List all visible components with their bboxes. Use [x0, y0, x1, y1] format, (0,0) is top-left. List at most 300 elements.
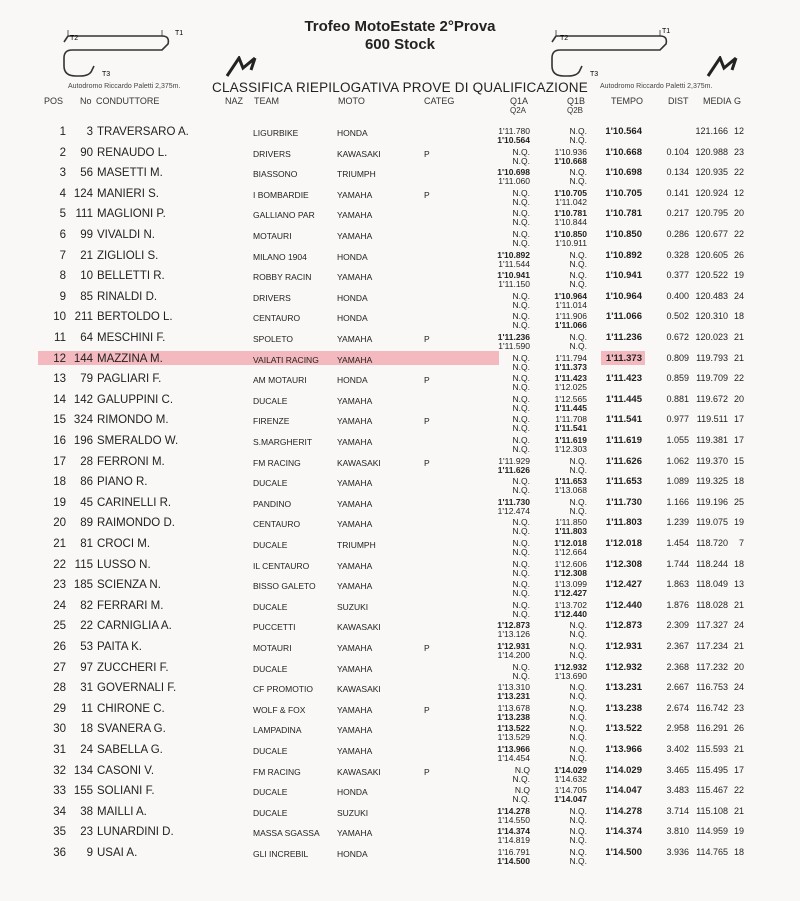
cell-dist: 2.367 — [666, 641, 689, 651]
cell-team: FIRENZE — [253, 416, 290, 427]
table-row — [0, 147, 800, 167]
cell-pos: 28 — [53, 682, 66, 695]
cell-q2a: 1'13.231 — [497, 691, 530, 702]
cell-q2b: N.Q. — [569, 629, 587, 640]
cell-q2a: N.Q. — [512, 794, 530, 805]
cell-tempo: 1'11.626 — [605, 455, 642, 467]
cell-moto: YAMAHA — [337, 437, 373, 447]
cell-media: 120.605 — [695, 249, 728, 260]
cell-dist: 3.465 — [666, 764, 689, 775]
table-row — [0, 456, 800, 476]
table-row — [0, 806, 800, 826]
cell-name: LUSSO N. — [97, 558, 151, 571]
cell-media: 118.028 — [696, 599, 728, 610]
col-q2b: Q2B — [567, 106, 584, 115]
table-row — [0, 250, 800, 270]
cell-tempo: 1'12.427 — [605, 579, 642, 591]
cell-media: 115.593 — [696, 744, 728, 754]
cell-no: 56 — [80, 167, 93, 180]
cell-q1a: N.Q. — [512, 311, 530, 322]
cell-q2b: N.Q. — [569, 464, 587, 475]
cell-q2b: 1'12.427 — [554, 588, 587, 599]
cell-moto: KAWASAKI — [337, 457, 381, 468]
cell-tempo: 1'14.500 — [605, 847, 642, 858]
cell-name: MANIERI S. — [97, 187, 159, 200]
cell-q2b: 1'12.664 — [554, 547, 587, 557]
cell-q2b: 1'10.844 — [554, 217, 587, 228]
table-row — [0, 744, 800, 764]
cell-media: 114.959 — [696, 826, 728, 837]
cell-moto: HONDA — [337, 787, 368, 798]
cell-q2b: N.Q. — [569, 650, 587, 660]
cell-media: 119.370 — [696, 455, 728, 466]
cell-g: 21 — [733, 332, 744, 342]
cell-moto: SUZUKI — [337, 601, 369, 612]
cell-tempo: 1'12.931 — [605, 641, 642, 652]
cell-q1b: 1'11.708 — [555, 414, 587, 425]
cell-dist: 1.062 — [666, 455, 689, 466]
cell-q1a: N.Q — [514, 764, 530, 775]
table-row — [0, 353, 800, 373]
cell-g: 24 — [733, 620, 744, 631]
doc-class: 600 Stock — [364, 36, 436, 53]
cell-q1a: N.Q. — [512, 538, 530, 548]
track-map-left — [50, 26, 200, 88]
svg-text:T3: T3 — [102, 71, 111, 78]
cell-pos: 30 — [53, 723, 66, 736]
cell-q1a: 1'13.966 — [497, 744, 530, 754]
table-row — [0, 682, 800, 702]
cell-moto: YAMAHA — [337, 416, 373, 427]
cell-q2b: 1'11.445 — [554, 402, 587, 413]
cell-q2a: 1'14.819 — [497, 835, 530, 846]
cell-q2b: N.Q. — [569, 341, 587, 351]
cell-q2a: 1'14.500 — [497, 856, 530, 866]
cell-pos: 9 — [59, 290, 66, 303]
cell-cat: P — [424, 189, 430, 200]
cell-q1b: N.Q. — [569, 249, 587, 260]
cell-tempo: 1'14.374 — [605, 826, 642, 838]
cell-q2b: 1'12.025 — [554, 382, 587, 393]
table-row — [0, 826, 800, 846]
cell-tempo: 1'11.373 — [605, 352, 642, 364]
cell-name: LUNARDINI D. — [97, 826, 174, 839]
cell-team: MILANO 1904 — [253, 251, 307, 262]
col-q1b: Q1B — [567, 96, 586, 106]
cell-g: 26 — [733, 723, 744, 734]
cell-pos: 16 — [53, 435, 66, 447]
cell-dist: 1.744 — [666, 558, 689, 569]
cell-q2b: 1'11.066 — [554, 320, 587, 331]
cell-q2b: 1'11.373 — [554, 361, 587, 372]
cell-q1b: 1'11.850 — [555, 517, 587, 528]
cell-moto: YAMAHA — [337, 519, 373, 530]
doc-title: Trofeo MotoEstate 2°Prova — [304, 18, 496, 35]
cell-q2a: N.Q. — [512, 423, 530, 434]
cell-no: 79 — [80, 373, 93, 386]
cell-q1a: N.Q. — [512, 661, 530, 672]
cell-q2a: 1'11.626 — [497, 464, 530, 475]
cell-media: 120.522 — [695, 270, 728, 281]
cell-dist: 0.328 — [666, 249, 689, 260]
cell-q1a: N.Q. — [512, 599, 530, 610]
cell-g: 24 — [733, 682, 744, 693]
cell-pos: 6 — [59, 229, 66, 241]
cell-q1b: N.Q. — [569, 270, 587, 281]
col-tempo: TEMPO — [611, 96, 644, 106]
cell-team: LAMPADINA — [253, 725, 302, 736]
cell-no: 10 — [80, 270, 93, 283]
cell-g: 23 — [733, 146, 744, 157]
cell-tempo: 1'10.964 — [605, 290, 642, 302]
cell-q1a: N.Q. — [512, 414, 530, 425]
cell-no: 99 — [80, 229, 93, 241]
cell-q2a: N.Q. — [512, 382, 530, 393]
cell-pos: 21 — [53, 538, 66, 550]
cell-no: 45 — [80, 496, 93, 509]
cell-pos: 7 — [59, 249, 66, 262]
cell-q2a: 1'11.544 — [498, 258, 530, 269]
cell-dist: 3.936 — [666, 847, 689, 857]
cell-media: 118.720 — [696, 538, 728, 548]
cell-name: MASETTI M. — [97, 167, 163, 180]
cell-dist: 1.089 — [666, 476, 689, 487]
cell-g: 12 — [733, 126, 744, 136]
cell-q1b: 1'11.906 — [555, 311, 587, 322]
cell-team: MOTAURI — [253, 231, 292, 241]
cell-q1b: N.Q. — [569, 641, 587, 651]
cell-q1b: 1'10.936 — [554, 146, 587, 157]
cell-media: 115.495 — [696, 764, 728, 775]
table-row — [0, 414, 800, 434]
cell-no: 21 — [80, 249, 93, 262]
cell-g: 18 — [733, 311, 744, 322]
cell-no: 86 — [80, 476, 93, 489]
cell-moto: HONDA — [337, 375, 368, 386]
cell-q1a: 1'10.698 — [497, 167, 530, 178]
circuit-caption-right: Autodromo Riccardo Paletti 2,375m. — [600, 83, 713, 90]
cell-pos: 20 — [53, 517, 66, 530]
table-row — [0, 208, 800, 228]
table-row — [0, 538, 800, 558]
cell-q2b: 1'11.541 — [554, 423, 587, 434]
cell-name: CHIRONE C. — [97, 702, 165, 715]
cell-q2a: 1'11.150 — [498, 279, 530, 290]
cell-q2b: 1'13.068 — [554, 485, 587, 496]
cell-name: GOVERNALI F. — [97, 682, 177, 695]
cell-media: 120.935 — [695, 167, 728, 178]
cell-tempo: 1'10.941 — [605, 270, 642, 282]
cell-tempo: 1'10.668 — [605, 146, 642, 158]
cell-moto: HONDA — [337, 128, 368, 138]
cell-g: 20 — [733, 208, 744, 219]
cell-moto: YAMAHA — [337, 498, 373, 509]
cell-dist: 1.876 — [666, 599, 689, 610]
cell-dist: 2.309 — [666, 620, 689, 631]
cell-team: VAILATI RACING — [253, 354, 319, 365]
cell-q1b: N.Q. — [569, 332, 587, 342]
cell-cat: P — [424, 457, 430, 468]
cell-no: 124 — [73, 187, 93, 200]
cell-q1a: N.Q. — [512, 393, 530, 404]
cell-media: 118.049 — [696, 579, 728, 590]
cell-team: CENTAURO — [253, 313, 301, 324]
cell-media: 119.381 — [696, 435, 728, 445]
cell-q1b: 1'12.606 — [554, 558, 587, 569]
cell-name: BELLETTI R. — [97, 270, 165, 283]
cell-moto: YAMAHA — [337, 560, 373, 571]
cell-q2b: 1'12.440 — [554, 608, 587, 619]
cell-media: 120.483 — [695, 290, 728, 301]
cell-media: 119.325 — [696, 476, 728, 487]
cell-g: 12 — [733, 187, 744, 198]
cell-name: SVANERA G. — [97, 723, 166, 736]
cell-q1b: 1'10.781 — [554, 208, 587, 219]
cell-q1a: 1'11.929 — [498, 455, 530, 466]
cell-q2a: N.Q. — [512, 567, 530, 578]
cell-team: WOLF & FOX — [253, 704, 306, 715]
cell-name: CARNIGLIA A. — [97, 620, 172, 633]
cell-dist: 2.958 — [666, 723, 689, 734]
col-moto: MOTO — [338, 96, 365, 106]
cell-q1b: N.Q. — [569, 496, 587, 507]
cell-q2b: N.Q. — [569, 711, 587, 722]
cell-q1b: 1'12.932 — [554, 661, 587, 672]
cell-team: PANDINO — [253, 498, 292, 509]
cell-dist: 0.217 — [666, 208, 689, 219]
cell-q2b: N.Q. — [569, 732, 587, 743]
table-row — [0, 332, 800, 352]
cell-moto: YAMAHA — [337, 828, 373, 839]
cell-pos: 8 — [59, 270, 66, 283]
cell-g: 13 — [733, 579, 744, 590]
cell-q2b: 1'13.690 — [554, 670, 587, 681]
cell-q1b: N.Q. — [569, 805, 587, 816]
cell-media: 120.795 — [695, 208, 728, 219]
track-map-icon — [538, 26, 698, 88]
cell-pos: 29 — [53, 702, 66, 715]
cell-pos: 5 — [59, 208, 66, 221]
cell-pos: 1 — [59, 126, 66, 138]
cell-pos: 4 — [59, 187, 66, 200]
cell-name: CARINELLI R. — [97, 496, 172, 509]
cell-pos: 19 — [53, 496, 66, 509]
col-q2a: Q2A — [510, 106, 527, 115]
cell-media: 120.023 — [695, 332, 728, 342]
cell-q1b: 1'14.705 — [554, 785, 587, 796]
cell-q2a: N.Q. — [512, 608, 530, 619]
cell-q2a: 1'14.454 — [497, 753, 530, 763]
cell-q1a: N.Q. — [512, 208, 530, 219]
cell-name: RINALDI D. — [97, 290, 158, 303]
cell-dist: 0.672 — [666, 332, 689, 342]
table-row — [0, 311, 800, 331]
cell-no: 134 — [73, 764, 93, 777]
cell-tempo: 1'11.423 — [605, 373, 642, 385]
cell-moto: SUZUKI — [337, 807, 369, 818]
cell-team: BIASSONO — [253, 169, 298, 180]
table-row — [0, 559, 800, 579]
cell-dist: 0.859 — [666, 373, 689, 384]
cell-q1a: N.Q. — [512, 146, 530, 157]
cell-team: DUCALE — [253, 601, 288, 612]
cell-tempo: 1'12.308 — [605, 558, 642, 570]
cell-pos: 22 — [53, 558, 66, 571]
cell-dist: 0.881 — [666, 393, 689, 404]
cell-q1a: 1'11.236 — [497, 332, 530, 342]
cell-g: 18 — [733, 558, 744, 569]
cell-q2a: N.Q. — [512, 238, 530, 248]
cell-media: 119.075 — [696, 517, 728, 528]
cell-q2b: N.Q. — [569, 835, 587, 846]
cell-no: 196 — [73, 435, 93, 447]
cell-name: RAIMONDO D. — [97, 517, 175, 530]
cell-q1b: N.Q. — [569, 620, 587, 631]
cell-no: 31 — [80, 682, 93, 695]
cell-media: 120.988 — [695, 146, 728, 157]
cell-q1b: 1'12.018 — [554, 538, 587, 548]
cell-name: GALUPPINI C. — [97, 393, 174, 406]
cell-team: CENTAURO — [253, 519, 301, 530]
cell-tempo: 1'10.705 — [605, 187, 642, 199]
col-conduttore: CONDUTTORE — [96, 96, 160, 106]
cell-tempo: 1'14.278 — [605, 805, 642, 817]
cell-pos: 18 — [53, 476, 66, 489]
cell-dist: 2.368 — [666, 661, 689, 672]
cell-moto: YAMAHA — [337, 210, 373, 221]
cell-media: 120.310 — [695, 311, 728, 322]
cell-dist: 0.134 — [666, 167, 689, 178]
cell-pos: 17 — [53, 455, 66, 468]
cell-q1b: 1'12.565 — [554, 393, 587, 404]
cell-dist: 0.377 — [666, 270, 689, 281]
cell-q2a: 1'13.529 — [497, 732, 530, 743]
col-categ: CATEG — [424, 96, 455, 106]
cell-q2b: N.Q. — [569, 753, 587, 763]
circuit-caption-left: Autodromo Riccardo Paletti 2,375m. — [68, 83, 181, 90]
cell-q1a: 1'16.791 — [497, 847, 530, 857]
cell-no: 111 — [75, 208, 93, 221]
cell-name: CASONI V. — [97, 764, 155, 777]
cell-team: DUCALE — [253, 807, 288, 818]
cell-no: 18 — [80, 723, 93, 736]
cell-name: ZIGLIOLI S. — [97, 249, 159, 262]
cell-q1a: 1'13.310 — [497, 682, 530, 693]
cell-moto: YAMAHA — [337, 231, 373, 241]
cell-team: DUCALE — [253, 540, 288, 550]
cell-pos: 31 — [53, 744, 66, 756]
cell-moto: HONDA — [337, 313, 368, 324]
cell-team: SPOLETO — [253, 334, 293, 344]
logo-icon — [225, 56, 261, 78]
cell-dist: 1.863 — [666, 579, 689, 590]
table-row — [0, 188, 800, 208]
cell-pos: 3 — [59, 167, 66, 180]
cell-q2b: N.Q. — [569, 505, 587, 516]
table-row — [0, 476, 800, 496]
cell-q1a: 1'10.892 — [497, 249, 530, 260]
cell-g: 17 — [733, 764, 744, 775]
table-row — [0, 723, 800, 743]
cell-dist: 3.483 — [666, 785, 689, 796]
cell-q2a: 1'14.200 — [497, 650, 530, 660]
cell-pos: 2 — [59, 146, 66, 159]
cell-g: 20 — [733, 393, 744, 404]
cell-name: USAI A. — [97, 847, 138, 859]
cell-no: 82 — [80, 599, 93, 612]
cell-dist: 0.141 — [666, 187, 689, 198]
track-map-icon — [50, 26, 200, 88]
cell-team: LIGURBIKE — [253, 128, 299, 138]
cell-q2a: 1'10.564 — [497, 135, 530, 145]
col-team: TEAM — [254, 96, 280, 106]
cell-no: 324 — [73, 414, 93, 427]
cell-moto: YAMAHA — [337, 189, 373, 200]
cell-name: PAGLIARI F. — [97, 373, 162, 386]
cell-media: 117.232 — [696, 661, 728, 672]
cell-team: GLI INCREBIL — [253, 849, 309, 859]
cell-moto: HONDA — [337, 292, 368, 303]
cell-q2a: N.Q. — [512, 773, 530, 784]
cell-media: 120.677 — [695, 229, 728, 239]
cell-moto: TRIUMPH — [337, 169, 376, 180]
cell-tempo: 1'11.541 — [605, 414, 642, 426]
cell-moto: YAMAHA — [337, 272, 373, 283]
cell-tempo: 1'13.966 — [605, 744, 642, 755]
cell-name: RENAUDO L. — [97, 146, 168, 159]
cell-no: 22 — [80, 620, 93, 633]
cell-moto: YAMAHA — [337, 663, 373, 674]
cell-media: 119.709 — [696, 373, 728, 384]
cell-moto: YAMAHA — [337, 334, 373, 344]
cell-no: 53 — [80, 641, 93, 653]
cell-g: 20 — [733, 661, 744, 672]
cell-team: DUCALE — [253, 787, 288, 798]
cell-moto: YAMAHA — [337, 354, 373, 365]
doc-subtitle: CLASSIFICA RIEPILOGATIVA PROVE DI QUALIFICAZIONE — [212, 80, 588, 95]
table-row — [0, 435, 800, 455]
cell-g: 24 — [733, 290, 744, 301]
cell-dist: 0.502 — [666, 311, 689, 322]
cell-pos: 14 — [53, 393, 66, 406]
table-row — [0, 270, 800, 290]
cell-name: SCIENZA N. — [97, 579, 161, 592]
table-row — [0, 167, 800, 187]
cell-team: DUCALE — [253, 395, 288, 406]
cell-no: 38 — [80, 805, 93, 818]
cell-tempo: 1'10.564 — [605, 126, 642, 137]
cell-q1b: N.Q. — [569, 702, 587, 713]
svg-text:T1: T1 — [175, 30, 184, 37]
cell-g: 18 — [733, 476, 744, 487]
cell-q2b: 1'14.047 — [554, 794, 587, 805]
cell-pos: 33 — [53, 785, 66, 798]
cell-pos: 32 — [53, 764, 66, 777]
svg-text:T1: T1 — [662, 28, 671, 35]
cell-tempo: 1'13.522 — [605, 723, 642, 735]
cell-q1b: 1'11.619 — [554, 435, 587, 445]
col-q1a: Q1A — [510, 96, 529, 106]
cell-moto: YAMAHA — [337, 643, 373, 653]
cell-cat: P — [424, 766, 430, 777]
cell-pos: 25 — [53, 620, 66, 633]
cell-name: SMERALDO W. — [97, 435, 179, 447]
cell-moto: HONDA — [337, 251, 368, 262]
cell-q1a: 1'14.374 — [497, 826, 530, 837]
cell-q1b: 1'14.029 — [554, 764, 587, 775]
cell-q2a: N.Q. — [512, 361, 530, 372]
cell-dist: 3.714 — [666, 805, 689, 816]
